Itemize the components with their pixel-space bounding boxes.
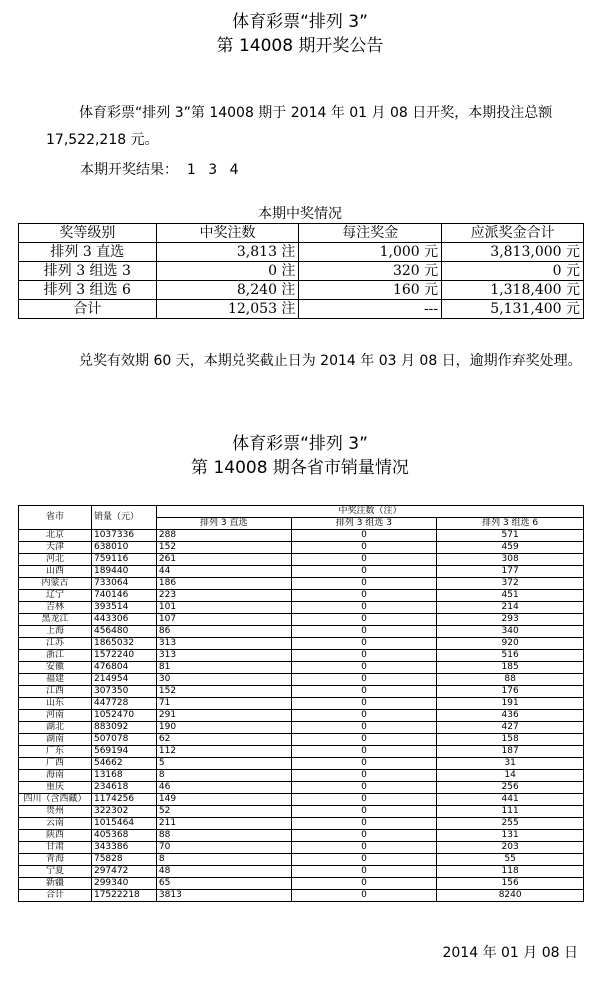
- sales-row: [19, 542, 584, 554]
- sales-table: [18, 505, 584, 902]
- group6-cell: 156: [437, 878, 584, 890]
- direct-cell: 86: [156, 626, 291, 638]
- sales-cell: 456480: [91, 626, 156, 638]
- prize-cell: 5,131,400 元: [442, 300, 584, 319]
- direct-cell: 107: [156, 614, 291, 626]
- sales-row: [19, 530, 584, 542]
- sales-cell: 393514: [91, 602, 156, 614]
- direct-cell: 313: [156, 638, 291, 650]
- sales-row: [19, 794, 584, 806]
- direct-cell: 52: [156, 806, 291, 818]
- sales-row: [19, 578, 584, 590]
- province-cell: 黑龙江: [19, 614, 92, 626]
- province-cell: 贵州: [19, 806, 92, 818]
- page-title: 体育彩票“排列 3”: [232, 12, 368, 32]
- prize-cell: 160 元: [299, 281, 442, 300]
- province-cell: 山东: [19, 698, 92, 710]
- group6-cell: 427: [437, 722, 584, 734]
- direct-cell: 5: [156, 758, 291, 770]
- group3-cell: 0: [291, 830, 437, 842]
- sales-row: [19, 818, 584, 830]
- draw-result: [80, 160, 243, 180]
- province-cell: 安徽: [19, 662, 92, 674]
- direct-cell: 65: [156, 878, 291, 890]
- direct-cell: 70: [156, 842, 291, 854]
- group6-cell: 55: [437, 854, 584, 866]
- sales-row: [19, 842, 584, 854]
- sales-row: [19, 602, 584, 614]
- sales-cell: 307350: [91, 686, 156, 698]
- sales-row: [19, 866, 584, 878]
- group3-cell: 0: [291, 698, 437, 710]
- direct-cell: 88: [156, 830, 291, 842]
- group6-cell: 176: [437, 686, 584, 698]
- direct-cell: 211: [156, 818, 291, 830]
- province-cell: 吉林: [19, 602, 92, 614]
- sales-row: [19, 614, 584, 626]
- group3-cell: 0: [291, 746, 437, 758]
- prize-cell: 排列 3 组选 6: [19, 281, 157, 300]
- direct-cell: 48: [156, 866, 291, 878]
- prize-table-caption: 本期中奖情况: [258, 206, 342, 222]
- notice-paragraph: 兑奖有效期 60 天，本期兑奖截止日为 2014 年 03 月 08 日，逾期作弃奖处理。: [79, 353, 582, 369]
- direct-cell: 261: [156, 554, 291, 566]
- group6-cell: 111: [437, 806, 584, 818]
- direct-cell: 101: [156, 602, 291, 614]
- group6-cell: 187: [437, 746, 584, 758]
- province-cell: 内蒙古: [19, 578, 92, 590]
- province-cell: 湖南: [19, 734, 92, 746]
- sales-header-amount: 销量（元）: [91, 506, 156, 530]
- province-cell: 宁夏: [19, 866, 92, 878]
- sales-cell: 1015464: [91, 818, 156, 830]
- sales-subtitle: 第 14008 期各省市销量情况: [191, 458, 409, 478]
- footer-date: 2014 年 01 月 08 日: [442, 945, 578, 961]
- direct-cell: 44: [156, 566, 291, 578]
- sales-cell: 214954: [91, 674, 156, 686]
- sales-cell: 322302: [91, 806, 156, 818]
- direct-cell: 152: [156, 686, 291, 698]
- sales-header-group3: 排列 3 组选 3: [291, 518, 437, 530]
- group6-cell: 131: [437, 830, 584, 842]
- sales-row: [19, 650, 584, 662]
- direct-cell: 149: [156, 794, 291, 806]
- prize-header-cell: 奖等级别: [19, 224, 157, 243]
- direct-cell: 288: [156, 530, 291, 542]
- sales-cell: 1174256: [91, 794, 156, 806]
- province-cell: 天津: [19, 542, 92, 554]
- group3-cell: 0: [291, 878, 437, 890]
- draw-result-label: 本期开奖结果：: [80, 162, 178, 178]
- sales-row: [19, 770, 584, 782]
- group3-cell: 0: [291, 554, 437, 566]
- sales-cell: 443306: [91, 614, 156, 626]
- prize-total-row: [19, 300, 584, 319]
- province-cell: 青海: [19, 854, 92, 866]
- prize-cell: ---: [299, 300, 442, 319]
- group6-cell: 8240: [437, 890, 584, 902]
- group6-cell: 340: [437, 626, 584, 638]
- group3-cell: 0: [291, 722, 437, 734]
- direct-cell: 186: [156, 578, 291, 590]
- prize-cell: 3,813 注: [156, 243, 299, 262]
- sales-row: [19, 854, 584, 866]
- group3-cell: 0: [291, 770, 437, 782]
- group6-cell: 436: [437, 710, 584, 722]
- prize-row: [19, 243, 584, 262]
- sales-row: [19, 626, 584, 638]
- group3-cell: 0: [291, 686, 437, 698]
- group6-cell: 372: [437, 578, 584, 590]
- sales-cell: 17522218: [91, 890, 156, 902]
- sales-row: [19, 638, 584, 650]
- sales-cell: 75828: [91, 854, 156, 866]
- province-cell: 广西: [19, 758, 92, 770]
- sales-cell: 1572240: [91, 650, 156, 662]
- sales-row: [19, 698, 584, 710]
- prize-cell: 320 元: [299, 262, 442, 281]
- sales-row: [19, 806, 584, 818]
- sales-row: [19, 662, 584, 674]
- sales-cell: 1037336: [91, 530, 156, 542]
- prize-header-cell: 每注奖金: [299, 224, 442, 243]
- group3-cell: 0: [291, 866, 437, 878]
- group6-cell: 255: [437, 818, 584, 830]
- group6-cell: 88: [437, 674, 584, 686]
- prize-cell: 0 元: [442, 262, 584, 281]
- draw-result-numbers: 1 3 4: [186, 162, 243, 178]
- sales-total-row: [19, 890, 584, 902]
- sales-row: [19, 758, 584, 770]
- group6-cell: 571: [437, 530, 584, 542]
- direct-cell: 3813: [156, 890, 291, 902]
- sales-cell: 189440: [91, 566, 156, 578]
- sales-cell: 234618: [91, 782, 156, 794]
- province-cell: 合计: [19, 890, 92, 902]
- sales-cell: 507078: [91, 734, 156, 746]
- sales-row: [19, 686, 584, 698]
- sales-row: [19, 710, 584, 722]
- direct-cell: 8: [156, 854, 291, 866]
- sales-cell: 476804: [91, 662, 156, 674]
- sales-cell: 569194: [91, 746, 156, 758]
- group6-cell: 191: [437, 698, 584, 710]
- sales-title: 体育彩票“排列 3”: [232, 434, 368, 454]
- group6-cell: 118: [437, 866, 584, 878]
- prize-cell: 0 注: [156, 262, 299, 281]
- sales-header-winners: 中奖注数（注）: [156, 506, 583, 518]
- group6-cell: 14: [437, 770, 584, 782]
- prize-cell: 1,318,400 元: [442, 281, 584, 300]
- group6-cell: 158: [437, 734, 584, 746]
- sales-row: [19, 554, 584, 566]
- group3-cell: 0: [291, 734, 437, 746]
- group3-cell: 0: [291, 530, 437, 542]
- direct-cell: 81: [156, 662, 291, 674]
- prize-table-header: [19, 224, 584, 243]
- group3-cell: 0: [291, 626, 437, 638]
- group6-cell: 516: [437, 650, 584, 662]
- group3-cell: 0: [291, 542, 437, 554]
- intro-paragraph: 体育彩票“排列 3”第 14008 期于 2014 年 01 月 08 日开奖，本期投注总额 17,522,218 元。: [46, 105, 553, 148]
- direct-cell: 112: [156, 746, 291, 758]
- group6-cell: 293: [437, 614, 584, 626]
- group6-cell: 308: [437, 554, 584, 566]
- group3-cell: 0: [291, 578, 437, 590]
- sales-cell: 733064: [91, 578, 156, 590]
- sales-cell: 1052470: [91, 710, 156, 722]
- province-cell: 甘肃: [19, 842, 92, 854]
- prize-row: [19, 262, 584, 281]
- sales-row: [19, 782, 584, 794]
- sales-cell: 13168: [91, 770, 156, 782]
- sales-cell: 297472: [91, 866, 156, 878]
- direct-cell: 62: [156, 734, 291, 746]
- sales-header-group6: 排列 3 组选 6: [437, 518, 584, 530]
- sales-cell: 1865032: [91, 638, 156, 650]
- sales-row: [19, 830, 584, 842]
- sales-cell: 54662: [91, 758, 156, 770]
- group3-cell: 0: [291, 890, 437, 902]
- group3-cell: 0: [291, 782, 437, 794]
- province-cell: 河北: [19, 554, 92, 566]
- group6-cell: 177: [437, 566, 584, 578]
- direct-cell: 71: [156, 698, 291, 710]
- group6-cell: 459: [437, 542, 584, 554]
- group6-cell: 214: [437, 602, 584, 614]
- group6-cell: 203: [437, 842, 584, 854]
- prize-cell: 合计: [19, 300, 157, 319]
- group3-cell: 0: [291, 818, 437, 830]
- group3-cell: 0: [291, 758, 437, 770]
- prize-cell: 排列 3 组选 3: [19, 262, 157, 281]
- province-cell: 福建: [19, 674, 92, 686]
- sales-cell: 299340: [91, 878, 156, 890]
- sales-cell: 447728: [91, 698, 156, 710]
- direct-cell: 291: [156, 710, 291, 722]
- sales-header-direct: 排列 3 直选: [156, 518, 291, 530]
- direct-cell: 223: [156, 590, 291, 602]
- prize-row: [19, 281, 584, 300]
- prize-header-cell: 中奖注数: [156, 224, 299, 243]
- page-subtitle: 第 14008 期开奖公告: [216, 36, 384, 56]
- province-cell: 山西: [19, 566, 92, 578]
- direct-cell: 30: [156, 674, 291, 686]
- sales-cell: 759116: [91, 554, 156, 566]
- prize-cell: 排列 3 直选: [19, 243, 157, 262]
- group3-cell: 0: [291, 614, 437, 626]
- group3-cell: 0: [291, 638, 437, 650]
- group3-cell: 0: [291, 650, 437, 662]
- province-cell: 江苏: [19, 638, 92, 650]
- group3-cell: 0: [291, 674, 437, 686]
- group3-cell: 0: [291, 806, 437, 818]
- sales-cell: 883092: [91, 722, 156, 734]
- group6-cell: 441: [437, 794, 584, 806]
- prize-table: [18, 223, 584, 319]
- group3-cell: 0: [291, 590, 437, 602]
- sales-row: [19, 566, 584, 578]
- sales-header-province: 省市: [19, 506, 92, 530]
- sales-row: [19, 734, 584, 746]
- province-cell: 海南: [19, 770, 92, 782]
- province-cell: 四川（含西藏）: [19, 794, 92, 806]
- group3-cell: 0: [291, 842, 437, 854]
- sales-cell: 343386: [91, 842, 156, 854]
- province-cell: 江西: [19, 686, 92, 698]
- prize-cell: 1,000 元: [299, 243, 442, 262]
- group3-cell: 0: [291, 662, 437, 674]
- group6-cell: 920: [437, 638, 584, 650]
- group3-cell: 0: [291, 566, 437, 578]
- province-cell: 重庆: [19, 782, 92, 794]
- group3-cell: 0: [291, 710, 437, 722]
- prize-cell: 8,240 注: [156, 281, 299, 300]
- province-cell: 广东: [19, 746, 92, 758]
- province-cell: 浙江: [19, 650, 92, 662]
- sales-cell: 740146: [91, 590, 156, 602]
- province-cell: 上海: [19, 626, 92, 638]
- group6-cell: 185: [437, 662, 584, 674]
- province-cell: 湖北: [19, 722, 92, 734]
- direct-cell: 8: [156, 770, 291, 782]
- sales-row: [19, 722, 584, 734]
- prize-cell: 3,813,000 元: [442, 243, 584, 262]
- province-cell: 陕西: [19, 830, 92, 842]
- group6-cell: 31: [437, 758, 584, 770]
- group6-cell: 451: [437, 590, 584, 602]
- group3-cell: 0: [291, 794, 437, 806]
- direct-cell: 152: [156, 542, 291, 554]
- province-cell: 北京: [19, 530, 92, 542]
- prize-cell: 12,053 注: [156, 300, 299, 319]
- sales-row: [19, 674, 584, 686]
- direct-cell: 190: [156, 722, 291, 734]
- prize-header-cell: 应派奖金合计: [442, 224, 584, 243]
- sales-cell: 405368: [91, 830, 156, 842]
- sales-header-row: [19, 506, 584, 518]
- sales-row: [19, 746, 584, 758]
- group6-cell: 256: [437, 782, 584, 794]
- province-cell: 云南: [19, 818, 92, 830]
- province-cell: 新疆: [19, 878, 92, 890]
- direct-cell: 46: [156, 782, 291, 794]
- province-cell: 辽宁: [19, 590, 92, 602]
- direct-cell: 313: [156, 650, 291, 662]
- sales-cell: 638010: [91, 542, 156, 554]
- group3-cell: 0: [291, 602, 437, 614]
- sales-table-body: [19, 530, 584, 902]
- sales-row: [19, 590, 584, 602]
- province-cell: 河南: [19, 710, 92, 722]
- group3-cell: 0: [291, 854, 437, 866]
- sales-row: [19, 878, 584, 890]
